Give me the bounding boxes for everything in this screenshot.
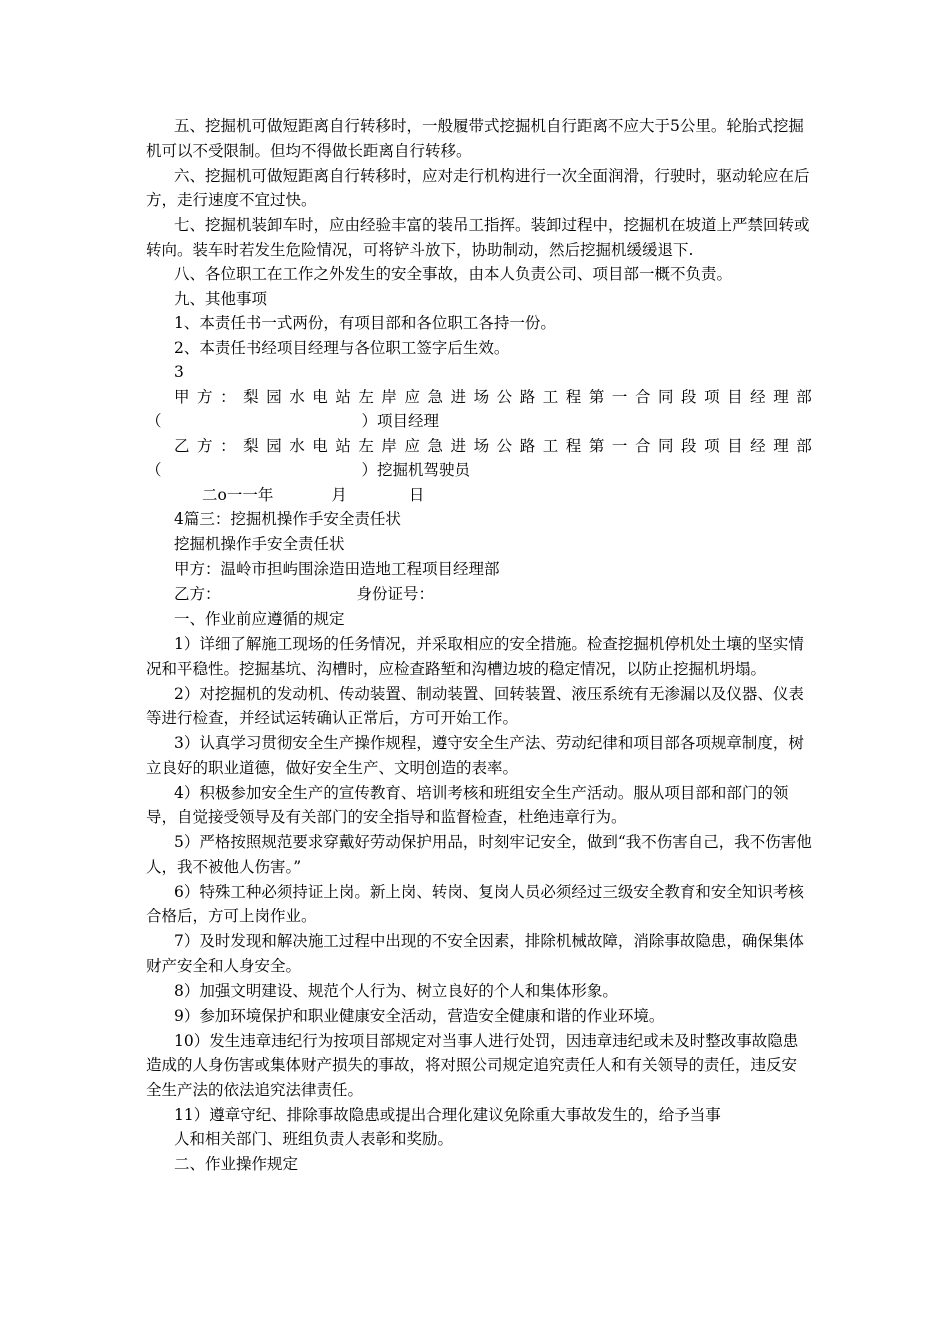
party-b-role-line (146, 458, 812, 483)
document-title: 挖掘机操作手安全责任状 (174, 535, 345, 553)
party-a-role-line (146, 409, 812, 434)
rule-10: 10）发生违章违纪行为按项目部规定对当事人进行处罚，因违章违纪或未及时整改事故隐患造成的人身伤害或集体财产损失的事故，将对照公司规定追究责任人和有关领导的责任，违反安全生产法的依法追究法律责任。 (146, 1031, 799, 1099)
party-b-label: 乙方： (174, 585, 221, 603)
rule-2: 2）对挖掘机的发动机、传动装置、制动装置、回转装置、液压系统有无渗漏以及仪器、仪表等进行检查，并经试运转确认正常后，方可开始工作。 (146, 684, 804, 727)
id-number-label: 身份证号： (356, 585, 435, 603)
section-1-heading: 一、作业前应遵循的规定 (174, 610, 345, 628)
party-b-info (146, 582, 812, 607)
item-1: 1、本责任书一式两份，有项目部和各位职工各持一份。 (174, 314, 556, 332)
party-a-line: 甲 方 ： 梨 园 水 电 站 左 岸 应 急 进 场 公 路 工 程 第 一 合 同 段 项 目 经 理 部 (174, 387, 812, 406)
rule-3: 3）认真学习贯彻安全生产操作规程，遵守安全生产法、劳动纪律和项目部各项规章制度，树立良好的职业道德，做好安全生产、文明创造的表率。 (146, 734, 804, 777)
paragraph-7: 七、挖掘机装卸车时，应由经验丰富的装吊工指挥。装卸过程中，挖掘机在坡道上严禁回转或转向。装车时若发生危险情况，可将铲斗放下，协助制动，然后挖掘机缓缓退下. (146, 216, 810, 259)
section-2-heading: 二、作业操作规定 (174, 1155, 299, 1173)
open-paren: （ (146, 412, 162, 430)
signature-blank (162, 409, 362, 434)
date-line (146, 483, 812, 508)
paragraph-9: 九、其他事项 (174, 289, 268, 308)
rule-4: 4）积极参加安全生产的宣传教育、培训考核和班组安全生产活动。服从项目部和部门的领导，自觉接受领导及有关部门的安全指导和监督检查，杜绝违章行为。 (146, 783, 789, 826)
date-month: 月 (331, 485, 347, 504)
paragraph-5: 五、挖掘机可做短距离自行转移时，一般履带式挖掘机自行距离不应大于5公里。轮胎式挖掘机可以不受限制。但均不得做长距离自行转移。 (146, 117, 804, 160)
section-heading: 4篇三：挖掘机操作手安全责任状 (174, 510, 401, 528)
paragraph-8: 八、各位职工在工作之外发生的安全事故，由本人负责公司、项目部一概不负责。 (174, 265, 733, 283)
party-a-info: 甲方：温岭市担屿围涂造田造地工程项目经理部 (174, 560, 500, 578)
rule-11: 11）遵章守纪、排除事故隐患或提出合理化建议免除重大事故发生的，给予当事 (174, 1105, 721, 1124)
paragraph-6: 六、挖掘机可做短距离自行转移时，应对走行机构进行一次全面润滑，行驶时，驱动轮应在后方，走行速度不宜过快。 (146, 166, 810, 209)
rule-8: 8）加强文明建设、规范个人行为、树立良好的个人和集体形象。 (174, 981, 618, 1000)
rule-11-continued: 人和相关部门、班组负责人表彰和奖励。 (174, 1130, 454, 1148)
party-b-role: ）挖掘机驾驶员 (361, 461, 471, 479)
date-day: 日 (408, 485, 425, 504)
party-b-line: 乙 方 ： 梨 园 水 电 站 左 岸 应 急 进 场 公 路 工 程 第 一 合 同 段 项 目 经 理 部 (174, 436, 812, 455)
item-2: 2、本责任书经项目经理与各位职工签字后生效。 (174, 338, 510, 357)
item-3: 3 (174, 363, 184, 381)
party-a-role: ）项目经理 (361, 412, 440, 430)
date-year: 二ο一一年 (202, 485, 274, 504)
rule-5: 5）严格按照规范要求穿戴好劳动保护用品，时刻牢记安全，做到“我不伤害自己，我不伤害他人，我不被他人伤害。” (146, 833, 812, 876)
rule-7: 7）及时发现和解决施工过程中出现的不安全因素，排除机械故障，消除事故隐患，确保集体财产安全和人身安全。 (146, 932, 804, 975)
document-body (146, 114, 812, 1177)
rule-6: 6）特殊工种必须持证上岗。新上岗、转岗、复岗人员必须经过三级安全教育和安全知识考核合格后，方可上岗作业。 (146, 882, 804, 925)
rule-9: 9）参加环境保护和职业健康安全活动，营造安全健康和谐的作业环境。 (174, 1006, 665, 1025)
open-paren: （ (146, 461, 162, 479)
rule-1: 1）详细了解施工现场的任务情况，并采取相应的安全措施。检查挖掘机停机处土壤的坚实情况和平稳性。挖掘基坑、沟槽时，应检查路堑和沟槽边坡的稳定情况，以防止挖掘机坍塌。 (146, 635, 804, 678)
signature-blank (162, 458, 362, 483)
